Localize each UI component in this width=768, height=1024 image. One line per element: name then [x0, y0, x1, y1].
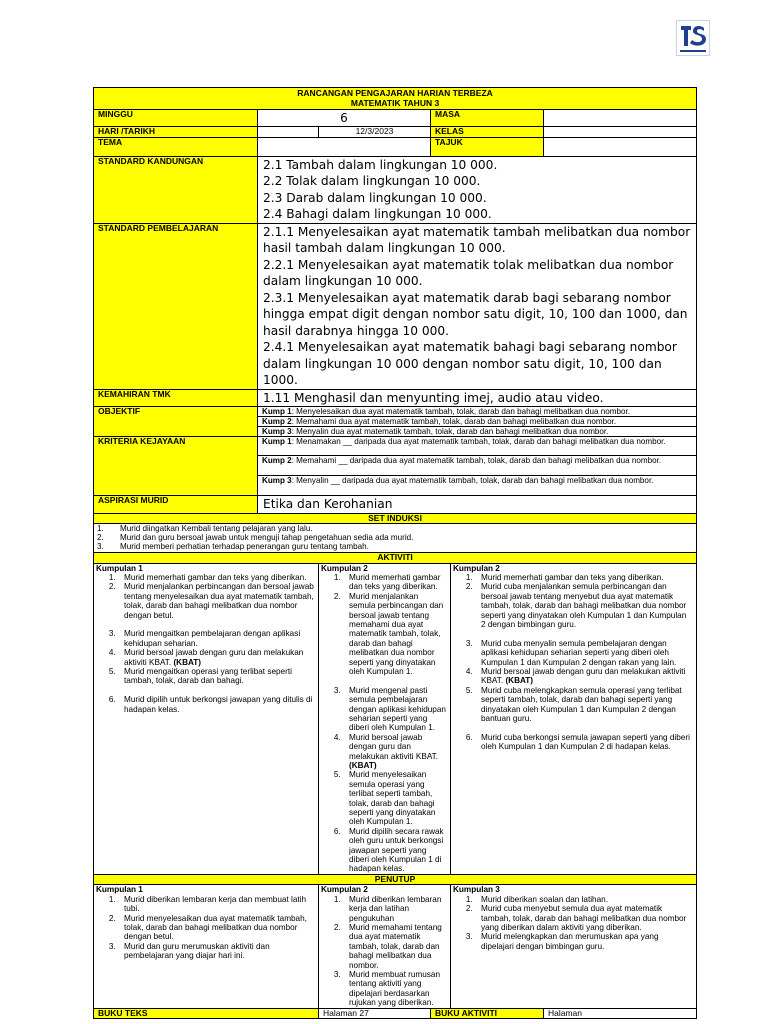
aktiviti-k2-item: 5. Murid menyelesaikan semula operasi yang terlibat seperti tambah, tolak, darab dan bahagi seperti yang dinyatakan oleh Kumpulan 1.	[343, 770, 446, 826]
hari-tarikh-label: HARI /TARIKH	[94, 127, 258, 138]
objektif-list	[258, 407, 697, 437]
penutup-k3-title: Kumpulan 3	[453, 885, 500, 895]
sp-item: 2.3.1 Menyelesaikan ayat matematik darab bagi sebarang nombor hingga empat digit dengan nombor satu digit, 10, 100 dan 1000, dan hasil darabnya hingga 10 000.	[263, 290, 688, 338]
penutup-kumpulan-2	[319, 885, 451, 1008]
kriteria-list	[258, 437, 697, 496]
standard-kandungan-label: STANDARD KANDUNGAN	[94, 156, 258, 223]
aktiviti-k3-item: 6. Murid cuba berkongsi semula jawapan seperti yang diberi oleh Kumpulan 1 dan Kumpulan 2 di hadapan kelas.	[475, 733, 692, 752]
minggu-value: 6	[258, 110, 431, 127]
standard-pembelajaran-list	[258, 223, 697, 389]
tajuk-value	[544, 137, 697, 156]
penutup-kumpulan-1	[94, 885, 319, 1008]
standard-pembelajaran-label: STANDARD PEMBELAJARAN	[94, 223, 258, 389]
tarikh-value: 12/3/2023	[319, 127, 431, 138]
set-induksi-item: 1. Murid diingatkan Kembali tentang pelajaran yang lalu.	[106, 524, 692, 533]
penutup-k1-title: Kumpulan 1	[96, 885, 143, 895]
aktiviti-k1-item: 1. Murid memerhati gambar dan teks yang diberikan.	[118, 573, 314, 582]
penutup-k3-item: 2. Murid cuba menyebut semula dua ayat matematik tambah, tolak, darab dan bahagi melibatkan dua nombor yang diberikan dalam aktiviti yang diberikan.	[475, 904, 692, 932]
aktiviti-k3-item: 3. Murid cuba menyalin semula pembelajaran dengan aplikasi kehidupan seharian seperti yang diberi oleh Kumpulan 1 dan Kumpulan 2 dengan rakan yang lain.	[475, 639, 692, 667]
aktiviti-k3-item: 1. Murid memerhati gambar dan teks yang diberikan.	[475, 573, 692, 582]
aktiviti-k2-item: 4. Murid bersoal jawab dengan guru dan melakukan aktiviti KBAT. (KBAT)	[343, 733, 446, 771]
penutup-k1-item: 1. Murid diberikan lembaran kerja dan membuat latih tubi.	[118, 895, 314, 914]
penutup-k2-title: Kumpulan 2	[321, 885, 368, 895]
masa-value	[544, 110, 697, 127]
aktiviti-k2-item: 2. Murid menjalankan semula perbincangan dan bersoal jawab tentang memahami dua ayat matematik tambah, tolak, darab dan bahagi melibatkan dua nombor seperti yang dinyatakan oleh Kumpulan 1.	[343, 592, 446, 677]
penutup-header: PENUTUP	[94, 874, 697, 885]
kriteria-item: Kump 2: Memahami __ daripada dua ayat matematik tambah, tolak, darab dan bahagi melibatkan dua nombor.	[258, 456, 696, 476]
aktiviti-k1-item: 4. Murid bersoal jawab dengan guru dan melakukan aktiviti KBAT. (KBAT)	[118, 648, 314, 667]
lesson-plan-table	[93, 87, 697, 1019]
set-induksi-item: 2. Murid dan guru bersoal jawab untuk menguji tahap pengetahuan sedia ada murid.	[106, 533, 692, 542]
aktiviti-kumpulan-1	[94, 563, 319, 874]
aktiviti-k1-item: 6. Murid dipilih untuk berkongsi jawapan yang ditulis di hadapan kelas.	[118, 695, 314, 714]
objektif-item: Kump 1: Menyelesaikan dua ayat matematik tambah, tolak, darab dan bahagi melibatkan dua nombor.	[258, 407, 696, 417]
set-induksi-header: SET INDUKSI	[94, 513, 697, 524]
standard-kandungan-list	[258, 156, 697, 223]
sp-item: 2.2.1 Menyelesaikan ayat matematik tolak melibatkan dua nombor dalam lingkungan 10 000.	[263, 257, 674, 288]
aktiviti-k1-item: 2. Murid menjalankan perbincangan dan bersoal jawab tentang menyelesaikan dua ayat matematik tambah, tolak, darab dan bahagi melibatkan dua nombor dengan betul.	[118, 582, 314, 620]
aktiviti-k1-title: Kumpulan 1	[96, 563, 143, 573]
buku-teks-label: BUKU TEKS	[94, 1008, 319, 1019]
buku-aktiviti-value: Halaman	[544, 1008, 697, 1019]
kemahiran-tmk-label: KEMAHIRAN TMK	[94, 389, 258, 407]
penutup-k1-item: 2. Murid menyelesaikan dua ayat matematik tambah, tolak, darab dan bahagi melibatkan dua nombor dengan betul.	[118, 914, 314, 942]
aktiviti-k2-item: 6. Murid dipilih secara rawak oleh guru untuk berkongsi jawapan seperti yang diberi oleh Kumpulan 1 di hadapan kelas.	[343, 827, 446, 874]
aktiviti-k3-title: Kumpulan 2	[453, 563, 500, 573]
penutup-k2-item: 1. Murid diberikan lembaran kerja dan latihan pengukuhan	[343, 895, 446, 923]
hari-value	[258, 127, 319, 138]
sk-item: 2.1 Tambah dalam lingkungan 10 000.	[263, 157, 498, 172]
school-logo-icon	[676, 20, 710, 56]
tema-label: TEMA	[94, 137, 258, 156]
aspirasi-murid-label: ASPIRASI MURID	[94, 496, 258, 514]
minggu-label: MINGGU	[94, 110, 258, 127]
kelas-value	[544, 127, 697, 138]
penutup-k1-item: 3. Murid dan guru merumuskan aktiviti dan pembelajaran yang diajar hari ini.	[118, 942, 314, 961]
tema-value	[258, 137, 431, 156]
buku-teks-value: Halaman 27	[319, 1008, 431, 1019]
aktiviti-k2-item: 1. Murid memerhati gambar dan teks yang diberikan.	[343, 573, 446, 592]
penutup-k3-item: 1. Murid diberikan soalan dan latihan.	[475, 895, 692, 904]
aktiviti-header: AKTIVITI	[94, 553, 697, 564]
aktiviti-k1-item: 3. Murid mengaitkan pembelajaran dengan aplikasi kehidupan seharian.	[118, 629, 314, 648]
tajuk-label: TAJUK	[431, 137, 544, 156]
kelas-label: KELAS	[431, 127, 544, 138]
aktiviti-k1-item: 5. Murid mengaitkan operasi yang terlibat seperti tambah, tolak, darab dan bahagi.	[118, 667, 314, 686]
penutup-kumpulan-3	[451, 885, 697, 1008]
sp-item: 2.1.1 Menyelesaikan ayat matematik tambah melibatkan dua nombor hasil tambah dalam lingkungan 10 000.	[263, 224, 691, 255]
kriteria-kejayaan-label: KRITERIA KEJAYAAN	[94, 437, 258, 496]
aktiviti-k3-item: 2. Murid cuba menjalankan semula perbincangan dan bersoal jawab tentang menyebut dua ayat matematik tambah, tolak, darab dan bahagi melibatkan dua nombor seperti yang dinyatakan oleh Kumpulan 1 dan Kumpulan 2 dengan bimbingan guru.	[475, 582, 692, 629]
aktiviti-kumpulan-2	[319, 563, 451, 874]
penutup-k2-item: 2. Murid memahami tentang dua ayat matematik tambah, tolak, darab dan bahagi melibatkan dua nombor.	[343, 923, 446, 970]
aktiviti-k2-item: 3. Murid mengenal pasti semula pembelajaran dengan aplikasi kehidupan seharian seperti yang diberi oleh Kumpulan 1.	[343, 686, 446, 733]
sk-item: 2.3 Darab dalam lingkungan 10 000.	[263, 190, 487, 205]
set-induksi-list	[94, 524, 697, 553]
sk-item: 2.2 Tolak dalam lingkungan 10 000.	[263, 174, 481, 188]
aspirasi-murid-value: Etika dan Kerohanian	[258, 496, 697, 514]
plan-title: RANCANGAN PENGAJARAN HARIAN TERBEZA MATEMATIK TAHUN 3	[94, 88, 697, 110]
aktiviti-kumpulan-3	[451, 563, 697, 874]
kriteria-item: Kump 3: Menyalin __ daripada dua ayat matematik tambah, tolak, darab dan bahagi melibatkan dua nombor.	[262, 476, 654, 485]
objektif-item: Kump 3: Menyalin dua ayat matematik tambah, tolak, darab dan bahagi melibatkan dua nombor.	[262, 427, 609, 436]
set-induksi-item: 3. Murid memberi perhatian terhadap penerangan guru tentang tambah.	[106, 542, 692, 551]
kemahiran-tmk-value: 1.11 Menghasil dan menyunting imej, audio atau video.	[258, 389, 697, 407]
masa-label: MASA	[431, 110, 544, 127]
aktiviti-k3-item: 5. Murid cuba melengkapkan semula operasi yang terlibat seperti tambah, tolak, darab dan bahagi seperti yang dinyatakan oleh Kumpulan 1 dan Kumpulan 2 dengan bantuan guru.	[475, 686, 692, 724]
lesson-plan-sheet	[93, 87, 696, 1019]
sp-item: 2.4.1 Menyelesaikan ayat matematik bahagi bagi sebarang nombor dalam lingkungan 10 000 dengan nombor satu digit, 10, 100 dan 1000.	[263, 340, 677, 387]
aktiviti-k2-title: Kumpulan 2	[321, 563, 368, 573]
objektif-item: Kump 2: Memahami dua ayat matematik tambah, tolak, darab dan bahagi melibatkan dua nombor.	[258, 417, 696, 427]
objektif-label: OBJEKTIF	[94, 407, 258, 437]
buku-aktiviti-label: BUKU AKTIVITI	[431, 1008, 544, 1019]
penutup-k3-item: 3. Murid melengkapkan dan merumuskan apa yang dipelajari dengan bimbingan guru.	[475, 932, 692, 951]
kriteria-item: Kump 1: Menamakan __ daripada dua ayat matematik tambah, tolak, darab dan bahagi melibatkan dua nombor.	[258, 437, 696, 456]
penutup-k2-item: 3. Murid membuat rumusan tentang aktiviti yang dipelajari berdasarkan rujukan yang diberikan.	[343, 970, 446, 1008]
aktiviti-k3-item: 4. Murid bersoal jawab dengan guru dan melakukan aktiviti KBAT. (KBAT)	[475, 667, 692, 686]
sk-item: 2.4 Bahagi dalam lingkungan 10 000.	[263, 207, 492, 221]
